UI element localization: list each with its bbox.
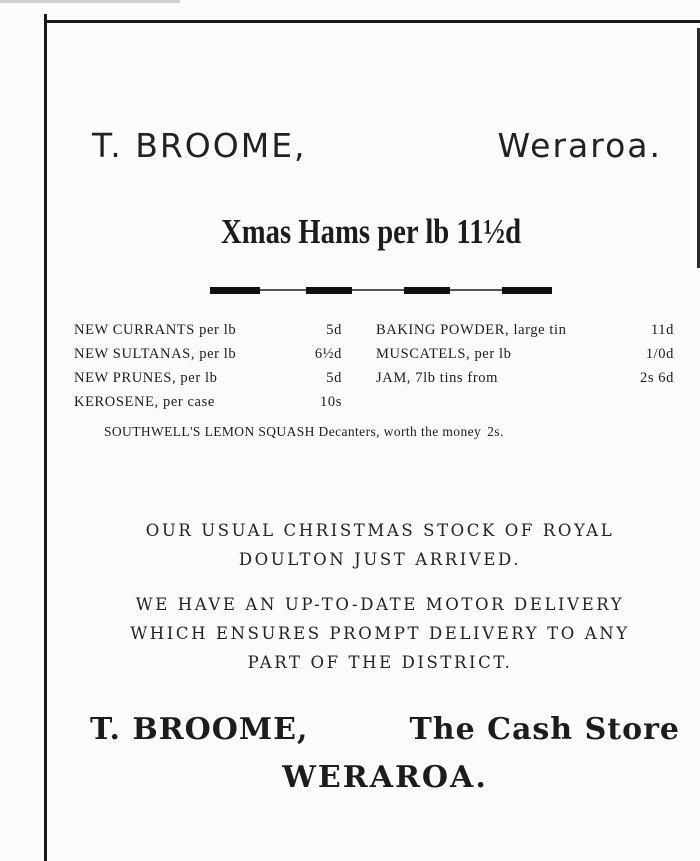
footer-name-line — [90, 712, 680, 747]
price-value: 11d — [650, 322, 674, 338]
ad-border-top — [44, 20, 700, 23]
price-value: 5d — [326, 322, 342, 338]
price-item: BAKING POWDER, large tin — [376, 322, 567, 338]
price-item: MUSCATELS, per lb — [376, 346, 512, 362]
hams-offer: Xmas Hams per lb 11½d — [220, 212, 522, 251]
notice-line: OUR USUAL CHRISTMAS STOCK OF ROYAL — [145, 521, 615, 540]
price-item: NEW SULTANAS, per lb — [74, 346, 237, 362]
price-value: 6½d — [314, 346, 342, 362]
price-value: 5d — [326, 370, 342, 386]
price-row — [74, 318, 700, 342]
squash-item: SOUTHWELL'S LEMON SQUASH Decanters, worth the money — [104, 424, 482, 439]
scrap-edge — [0, 0, 180, 3]
notice-line: WE HAVE AN UP-TO-DATE MOTOR DELIVERY — [135, 595, 625, 614]
footer-town: WERAROA. — [282, 760, 488, 795]
price-item: NEW CURRANTS per lb — [74, 322, 237, 338]
notice-line: WHICH ENSURES PROMPT DELIVERY TO ANY — [130, 624, 630, 643]
price-value: 10s — [320, 394, 342, 410]
royal-doulton-notice — [20, 516, 700, 574]
footer-name: T. BROOME, — [90, 712, 309, 747]
price-row — [74, 342, 700, 366]
notice-line: PART OF THE DISTRICT. — [247, 653, 513, 672]
notice-line: DOULTON JUST ARRIVED. — [238, 550, 522, 569]
price-row — [74, 390, 700, 414]
price-list — [74, 318, 700, 414]
headline — [92, 126, 662, 165]
price-row — [74, 366, 700, 390]
headline-name: T. BROOME, — [92, 126, 307, 165]
footer-store: The Cash Store — [409, 712, 680, 747]
price-item: JAM, 7lb tins from — [376, 370, 498, 386]
price-item: NEW PRUNES, per lb — [74, 370, 218, 386]
price-item: KEROSENE, per case — [74, 394, 215, 410]
squash-price: 2s. — [487, 424, 504, 439]
ad-border-left — [44, 14, 47, 861]
squash-line — [104, 424, 694, 440]
headline-town: Weraroa. — [497, 126, 662, 165]
price-value: 1/0d — [645, 346, 674, 362]
price-value: 2s 6d — [639, 370, 674, 386]
delivery-notice — [20, 590, 700, 677]
ornamental-divider — [210, 286, 552, 294]
